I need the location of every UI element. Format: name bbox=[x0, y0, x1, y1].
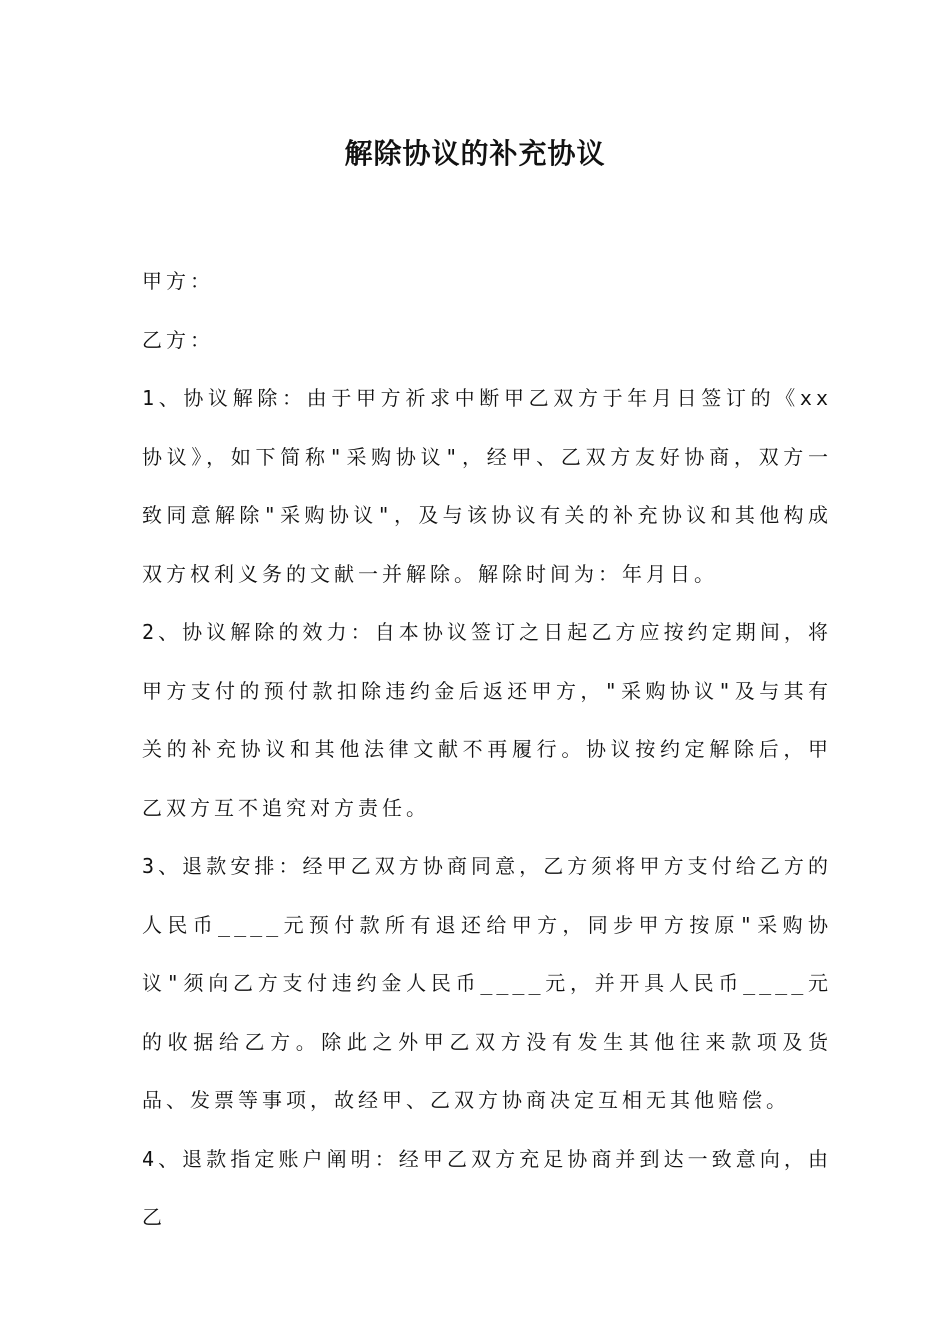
clause-3: 3、退款安排：经甲乙双方协商同意，乙方须将甲方支付给乙方的人民币____元预付款所有退还给甲方，同步甲方按原"采购协议"须向乙方支付违约金人民币____元，并开具人民币____元的收据给乙方。除此之外甲乙双方没有发生其他往来款项及货品、发票等事项，故经甲、乙双方协商决定互相无其他赔偿。 bbox=[142, 854, 832, 1112]
party-b-line: 乙方： bbox=[142, 327, 214, 352]
document-body bbox=[142, 252, 832, 1247]
clause-4: 4、退款指定账户阐明：经甲乙双方充足协商并到达一致意向，由乙 bbox=[142, 1146, 832, 1229]
document-title: 解除协议的补充协议 bbox=[344, 137, 606, 170]
party-a-line: 甲方： bbox=[142, 269, 214, 293]
clause-2: 2、协议解除的效力：自本协议签订之日起乙方应按约定期间，将甲方支付的预付款扣除违约金后返还甲方，"采购协议"及与其有关的补充协议和其他法律文献不再履行。协议按约定解除后，甲乙双方互不追究对方责任。 bbox=[142, 620, 832, 820]
clause-1: 1、协议解除：由于甲方祈求中断甲乙双方于年月日签订的《xx协议》，如下简称"采购协议"，经甲、乙双方友好协商，双方一致同意解除"采购协议"，及与该协议有关的补充协议和其他构成双方权利义务的文献一并解除。解除时间为：年月日。 bbox=[142, 386, 832, 586]
